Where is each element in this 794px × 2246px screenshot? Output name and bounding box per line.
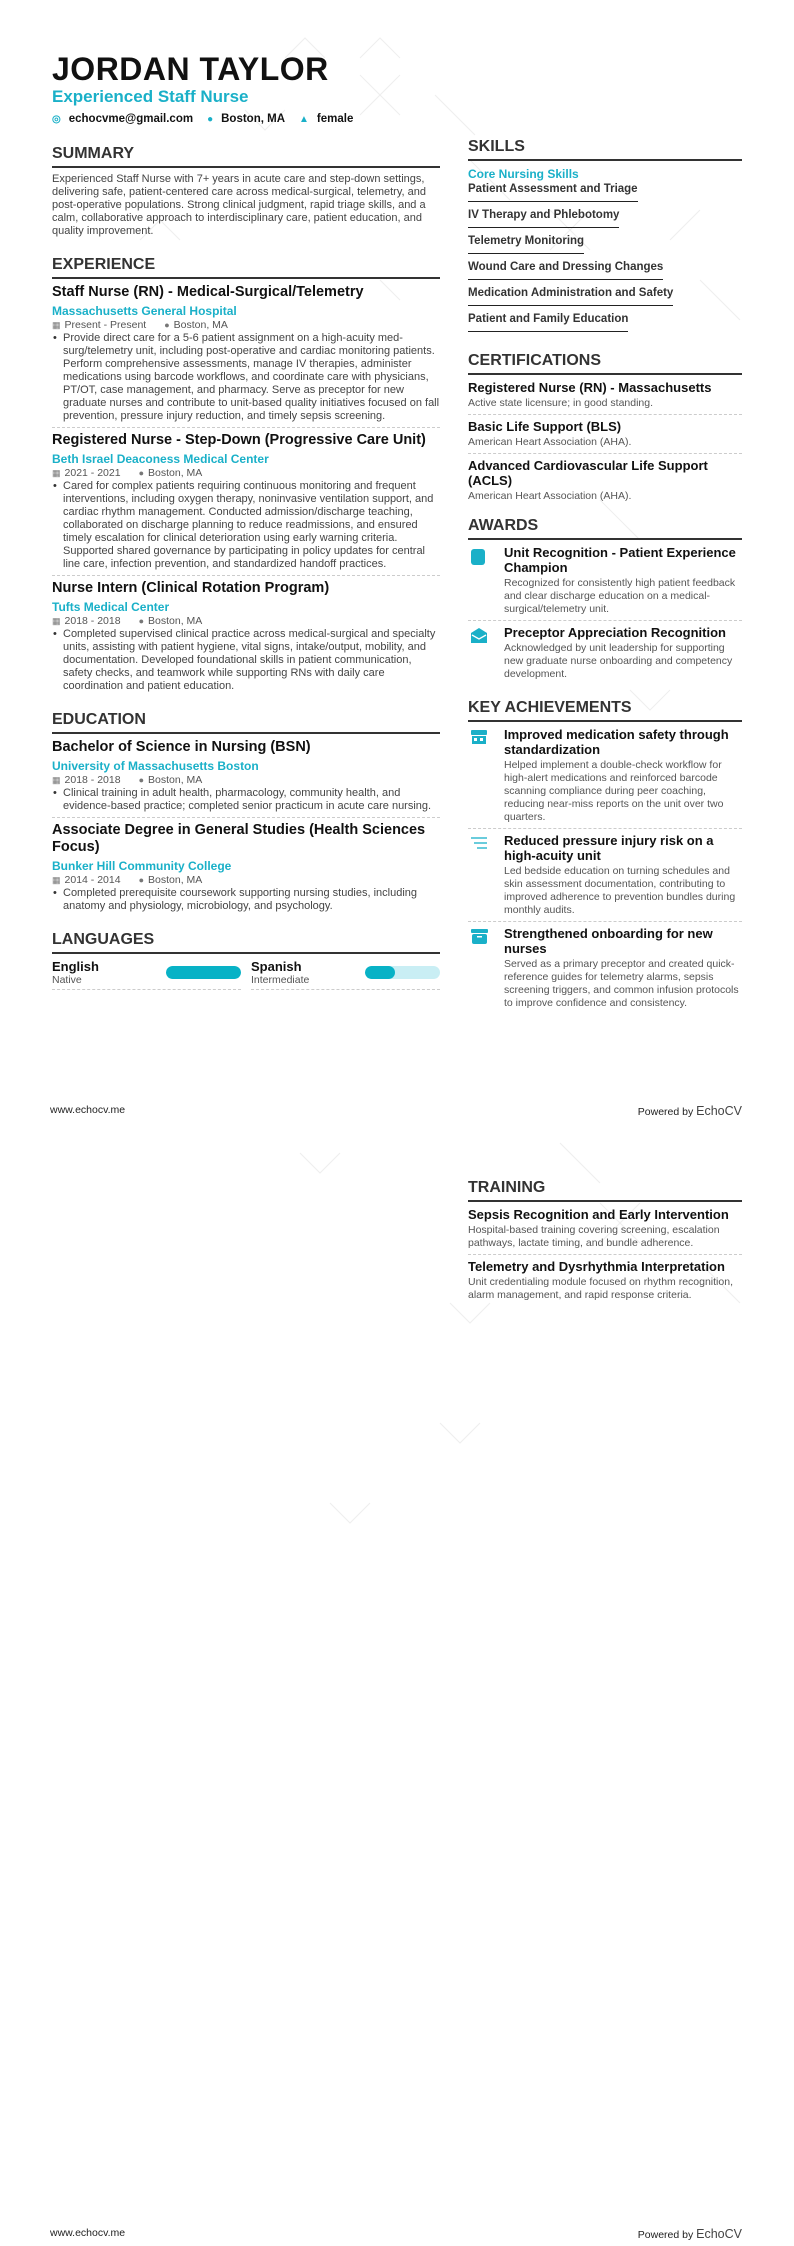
store-icon [468, 727, 494, 824]
experience-item [52, 580, 440, 697]
training-title: Telemetry and Dysrhythmia Interpretation [468, 1259, 725, 1274]
skill-item: Patient Assessment and Triage [468, 182, 638, 202]
achievement-desc: Served as a primary preceptor and created quick-reference guides for telemetry alarms, sepsis screening triggers, and common infusion protocols to improve confidence and consistency. [504, 958, 739, 1009]
award-title: Preceptor Appreciation Recognition [504, 625, 726, 640]
achievement-item [468, 833, 742, 922]
cert-title: Registered Nurse (RN) - Massachusetts [468, 380, 712, 395]
dates: 2021 - 2021 [64, 467, 121, 479]
bullet: • Completed prerequisite coursework supporting nursing studies, including anatomy and physiology, microbiology, and psychology. [52, 887, 440, 913]
school: University of Massachusetts Boston [52, 759, 259, 773]
brand-logo[interactable]: EchoCV [696, 1104, 742, 1118]
achievement-title: Improved medication safety through standardization [504, 727, 729, 757]
contact-gender: female [316, 113, 354, 125]
bullet: • Provide direct care for a 5-6 patient assignment on a high-acuity med-surg/telemetry unit, including post-operative and cardiac monitoring patients. Perform comprehensive assessments, manage IV therapies, administer medications using barcode workflows, and coordinate care with physicians, PT/OT, case management, and pharmacy. Serve as preceptor for new graduate nurses and contribute to unit-based quality initiatives focused on fall prevention, pressure injury reduction, and timely sepsis screening. [52, 332, 440, 423]
section-heading: KEY ACHIEVEMENTS [468, 699, 742, 722]
achievement-desc: Helped implement a double-check workflow for high-alert medications and reinforced barcode scanning compliance during peer coaching, reducing near-miss reports on the unit over two quarters. [504, 759, 724, 823]
achievement-item [468, 926, 742, 1014]
section-heading: TRAINING [468, 1179, 742, 1202]
footer-powered [638, 2227, 742, 2241]
language-item [251, 959, 440, 990]
award-desc: Acknowledged by unit leadership for supporting new graduate nurse onboarding and competency development. [504, 642, 733, 680]
skills-section [468, 138, 742, 338]
summary-text: Experienced Staff Nurse with 7+ years in acute care and step-down settings, delivering safe, patient-centered care across medical-surgical, telemetry, and post-operative populations. Strong clinical judgment, rapid triage skills, and a calm, collaborative approach to interdisciplinary care, patient education, and quality improvement. [52, 173, 426, 237]
bullet: • Cared for complex patients requiring continuous monitoring and frequent interventions, including oxygen therapy, noninvasive ventilation support, and cardiac rhythm management. Conducted admission/discharge teaching, collaborated on discharge planning to reduce readmissions, and ensured timely escalation for clinical deterioration using early warning criteria. Supported shared governance by participating in policy updates for central line care, infection prevention, and standardized handoff practices. [52, 480, 440, 571]
experience-item [52, 432, 440, 576]
achievement-title: Reduced pressure injury risk on a high-acuity unit [504, 833, 714, 863]
dates: 2018 - 2018 [64, 615, 121, 627]
training-item [468, 1207, 742, 1255]
meta [52, 615, 440, 628]
employer: Beth Israel Deaconess Medical Center [52, 452, 269, 466]
degree: Associate Degree in General Studies (Health Sciences Focus) [52, 822, 426, 855]
summary-section [52, 145, 440, 238]
training-desc: Hospital-based training covering screening, escalation pathways, lactate timing, and bundle adherence. [468, 1224, 720, 1249]
proficiency-bar [365, 966, 440, 979]
certifications-section [468, 352, 742, 507]
list-icon [468, 833, 494, 917]
job-title: Registered Nurse - Step-Down (Progressive Care Unit) [52, 432, 426, 448]
cert-title: Basic Life Support (BLS) [468, 419, 622, 434]
footer-website[interactable]: www.echocv.me [50, 1104, 126, 1116]
degree: Bachelor of Science in Nursing (BSN) [52, 739, 311, 755]
languages-section [52, 931, 440, 990]
proficiency-fill [166, 966, 241, 979]
awards-section [468, 517, 742, 685]
candidate-name: JORDAN TAYLOR [52, 51, 329, 87]
skill-item: Wound Care and Dressing Changes [468, 260, 663, 280]
award-item [468, 545, 742, 621]
award-desc: Recognized for consistently high patient feedback and clear discharge education on a medical-surgical/telemetry unit. [504, 577, 736, 615]
employer: Massachusetts General Hospital [52, 304, 237, 318]
footer-powered [638, 1104, 742, 1118]
section-heading: LANGUAGES [52, 931, 440, 954]
skill-category: Core Nursing Skills [468, 167, 579, 181]
map-pin-icon: ● [164, 320, 170, 330]
section-heading: SKILLS [468, 138, 742, 161]
right-column [468, 1179, 742, 1310]
job-title: Staff Nurse (RN) - Medical-Surgical/Telemetry [52, 284, 364, 300]
contact-location: Boston, MA [221, 113, 286, 125]
achievement-item [468, 727, 742, 829]
job-title: Nurse Intern (Clinical Rotation Program) [52, 580, 330, 596]
location: Boston, MA [148, 467, 203, 479]
section-heading: EXPERIENCE [52, 256, 440, 279]
language-level: Intermediate [251, 974, 310, 986]
envelope-open-icon [468, 625, 494, 681]
calendar-icon: ▦ [52, 468, 61, 478]
meta [52, 774, 440, 787]
section-heading: CERTIFICATIONS [468, 352, 742, 375]
certification-item [468, 380, 742, 415]
experience-item [52, 284, 440, 428]
location: Boston, MA [173, 319, 228, 331]
cert-title: Advanced Cardiovascular Life Support (ACLS) [468, 458, 708, 488]
section-heading: SUMMARY [52, 145, 440, 168]
location: Boston, MA [148, 874, 203, 886]
achievement-title: Strengthened onboarding for new nurses [504, 926, 713, 956]
dates: Present - Present [64, 319, 147, 331]
cert-desc: American Heart Association (AHA). [468, 490, 632, 502]
user-icon: ▲ [299, 113, 309, 125]
map-pin-icon: ● [138, 468, 145, 478]
at-icon: ◎ [52, 113, 61, 125]
bullet: • Clinical training in adult health, pharmacology, community health, and evidence-based practice; completed senior practicum in acute care nursing. [52, 787, 440, 813]
achievement-desc: Led bedside education on turning schedules and skin assessment documentation, contributing to improved adherence to prevention bundles during monthly audits. [504, 865, 736, 916]
education-item [52, 822, 440, 917]
archive-icon [468, 926, 494, 1010]
achievements-section [468, 699, 742, 1014]
education-item [52, 739, 440, 818]
calendar-icon: ▦ [52, 775, 61, 785]
map-pin-icon: ● [138, 616, 145, 626]
language-name: English [52, 959, 99, 974]
training-section [468, 1179, 742, 1306]
training-desc: Unit credentialing module focused on rhythm recognition, alarm management, and rapid response criteria. [468, 1276, 733, 1301]
experience-section [52, 256, 440, 697]
calendar-icon: ▦ [52, 616, 61, 626]
powered-label: Powered by [637, 1106, 694, 1118]
right-column [468, 138, 742, 1018]
contact-email[interactable]: echocvme@gmail.com [68, 113, 194, 125]
language-level: Native [52, 974, 82, 986]
meta [52, 467, 440, 480]
cert-desc: American Heart Association (AHA). [468, 436, 632, 448]
map-pin-icon: ● [207, 113, 214, 125]
training-title: Sepsis Recognition and Early Intervention [468, 1207, 729, 1222]
skill-item: IV Therapy and Phlebotomy [468, 208, 619, 228]
candidate-title: Experienced Staff Nurse [52, 87, 249, 106]
meta [52, 319, 440, 332]
skill-item: Medication Administration and Safety [468, 286, 673, 306]
map-pin-icon: ● [138, 875, 145, 885]
map-pin-icon: ● [138, 775, 145, 785]
page-2 [0, 1123, 794, 2246]
bullet: • Completed supervised clinical practice across medical-surgical and specialty units, assisting with patient hygiene, vital signs, intake/output, mobility, and documentation. Developed foundational skills in patient communication, safety checks, and teamwork while supporting RNs with daily care coordination and patient education. [52, 628, 440, 693]
cert-desc: Active state licensure; in good standing. [468, 397, 654, 409]
calendar-icon: ▦ [52, 320, 61, 330]
powered-label: Powered by [637, 2229, 694, 2241]
award-item [468, 625, 742, 685]
certification-item [468, 419, 742, 454]
location: Boston, MA [148, 774, 203, 786]
meta [52, 874, 440, 887]
proficiency-fill [365, 966, 395, 979]
footer-website[interactable]: www.echocv.me [50, 2227, 126, 2239]
clipboard-icon [468, 545, 494, 616]
education-section [52, 711, 440, 917]
section-heading: EDUCATION [52, 711, 440, 734]
skill-item: Telemetry Monitoring [468, 234, 584, 254]
training-item [468, 1259, 742, 1306]
employer: Tufts Medical Center [52, 600, 170, 614]
skill-item: Patient and Family Education [468, 312, 628, 332]
dates: 2018 - 2018 [64, 774, 121, 786]
dates: 2014 - 2014 [64, 874, 121, 886]
left-column [52, 0, 440, 990]
section-heading: AWARDS [468, 517, 742, 540]
location: Boston, MA [148, 615, 203, 627]
calendar-icon: ▦ [52, 875, 61, 885]
award-title: Unit Recognition - Patient Experience Champion [504, 545, 736, 575]
school: Bunker Hill Community College [52, 859, 232, 873]
certification-item [468, 458, 742, 507]
proficiency-bar [166, 966, 241, 979]
contact-info [52, 113, 440, 125]
language-item [52, 959, 241, 990]
brand-logo[interactable]: EchoCV [696, 2227, 742, 2241]
language-name: Spanish [251, 959, 302, 974]
